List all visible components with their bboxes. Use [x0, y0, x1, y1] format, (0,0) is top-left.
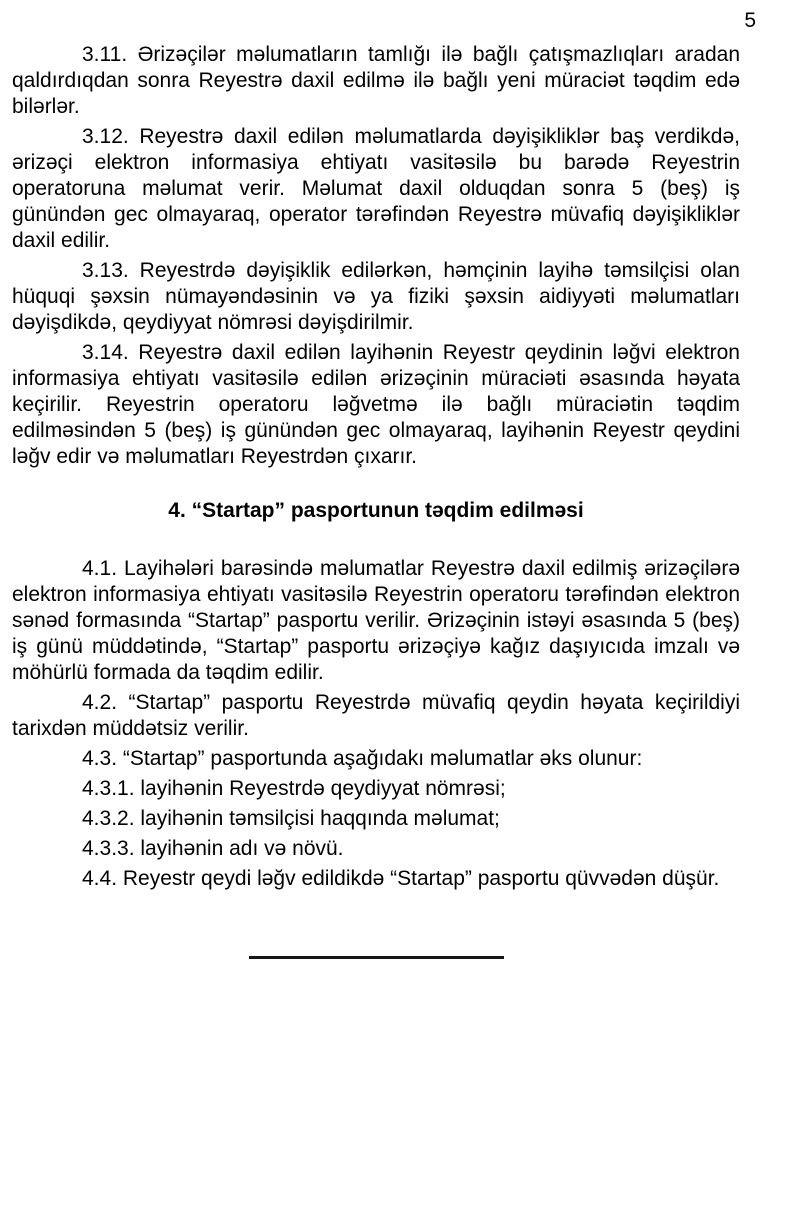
paragraph: 3.12. Reyestrə daxil edilən məlumatlarda dəyişikliklər baş verdikdə, ərizəçi elektron informasiya ehtiyatı vasitəsilə bu barədə Reyestrin operatoruna məlumat verir. Məlumat daxil olduqdan sonra 5 (beş) iş günündən gec olmayaraq, operator tərəfindən Reyestrə müvafiq dəyişikliklər daxil edilir. [12, 125, 740, 252]
section-heading: 4. “Startap” pasportunun təqdim edilməsi [168, 499, 584, 522]
paragraph: 4.4. Reyestr qeydi ləğv edildikdə “Startap” pasportu qüvvədən düşür. [82, 867, 720, 890]
paragraph: 4.3.3. layihənin adı və növü. [82, 837, 344, 860]
paragraph: 4.1. Layihələri barəsində məlumatlar Reyestrə daxil edilmiş ərizəçilərə elektron informasiya ehtiyatı vasitəsilə Reyestrin operatoru tərəfindən elektron sənəd formasında “Startap” pasportu verilir. Ərizəçinin istəyi əsasında 5 (beş) iş günü müddətində, “Startap” pasportu ərizəçiyə kağız daşıyıcıda imzalı və möhürlü formada da təqdim edilir. [12, 557, 740, 684]
paragraph: 3.14. Reyestrə daxil edilən layihənin Reyestr qeydinin ləğvi elektron informasiya ehtiyatı vasitəsilə edilən ərizəçinin müraciəti əsasında həyata keçirilir. Reyestrin operatoru ləğvetmə ilə bağlı müraciətin təqdim edilməsindən 5 (beş) iş günündən gec olmayaraq, layihənin Reyestr qeydini ləğv edir və məlumatları Reyestrdən çıxarır. [12, 341, 740, 468]
paragraph: 4.3.2. layihənin təmsilçisi haqqında məlumat; [82, 807, 500, 830]
paragraph: 3.11. Ərizəçilər məlumatların tamlığı ilə bağlı çatışmazlıqları aradan qaldırdıqdan sonra Reyestrə daxil edilmə ilə bağlı yeni müraciət təqdim edə bilərlər. [12, 43, 740, 118]
paragraph: 3.13. Reyestrdə dəyişiklik edilərkən, həmçinin layihə təmsilçisi olan hüquqi şəxsin nümayəndəsinin və ya fiziki şəxsin aidiyyəti məlumatları dəyişdikdə, qeydiyyat nömrəsi dəyişdirilmir. [12, 259, 740, 334]
paragraph: 4.3.1. layihənin Reyestrdə qeydiyyat nömrəsi; [82, 777, 506, 800]
paragraph: 4.2. “Startap” pasportu Reyestrdə müvafiq qeydin həyata keçirildiyi tarixdən müddətsiz verilir. [12, 691, 740, 740]
page-number: 5 [744, 9, 756, 32]
section-divider [249, 956, 504, 959]
paragraph: 4.3. “Startap” pasportunda aşağıdakı məlumatlar əks olunur: [82, 747, 643, 770]
document-content [12, 42, 740, 959]
